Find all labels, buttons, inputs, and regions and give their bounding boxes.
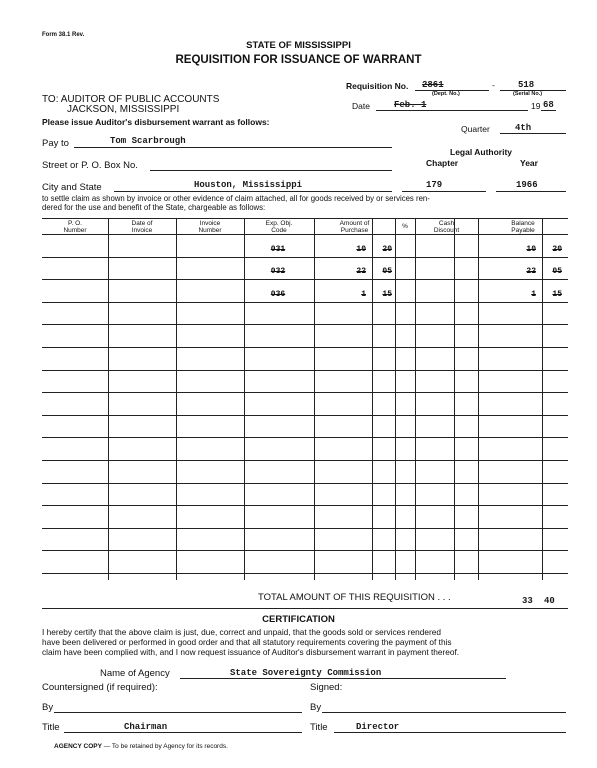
cell-exp-code: 036 xyxy=(270,289,286,299)
left-title-value: Chairman xyxy=(124,722,168,732)
header-invoice-date: Date of Invoice xyxy=(131,220,153,234)
table-row-line xyxy=(42,347,568,348)
quarter-value: 4th xyxy=(515,123,532,133)
settle-text-1: to settle claim as shown by invoice or other evidence of claim attached, all for goods received by or services ren- xyxy=(42,194,430,203)
table-row-line xyxy=(42,550,568,551)
dept-number: 2861 xyxy=(422,80,444,90)
cell-amount-dollars: 1 xyxy=(361,289,366,299)
cell-balance-cents: 05 xyxy=(552,267,562,277)
cell-exp-code: 031 xyxy=(270,244,286,254)
header-cash-discount: Cash Discount xyxy=(433,220,460,234)
dept-caption: (Dept. No.) xyxy=(432,91,460,97)
cell-balance-cents: 20 xyxy=(552,244,562,254)
cell-amount-cents: 15 xyxy=(382,289,392,299)
to-line-2: JACKSON, MISSISSIPPI xyxy=(67,104,180,115)
total-dollars: 33 xyxy=(522,596,533,606)
cell-balance-cents: 15 xyxy=(552,289,562,299)
city-value: Houston, Mississippi xyxy=(194,180,303,190)
cell-amount-cents: 20 xyxy=(382,244,392,254)
cell-balance-dollars: 10 xyxy=(526,244,536,254)
please-issue-text: Please issue Auditor's disbursement warrant as follows: xyxy=(42,117,270,127)
table-row-line xyxy=(42,505,568,506)
quarter-label: Quarter xyxy=(461,124,490,134)
header-invoice-number: Invoice Number xyxy=(198,220,222,234)
countersigned-label: Countersigned (if required): xyxy=(42,682,158,693)
table-row-line xyxy=(42,370,568,371)
table-row-line xyxy=(42,302,568,303)
header-po-number: P. O. Number xyxy=(63,220,87,234)
requisition-label: Requisition No. xyxy=(346,81,409,91)
city-label: City and State xyxy=(42,182,102,193)
cell-balance-dollars: 22 xyxy=(526,267,536,277)
right-title-label: Title xyxy=(310,722,328,733)
agency-value: State Sovereignty Commission xyxy=(230,668,382,678)
street-label: Street or P. O. Box No. xyxy=(42,160,138,171)
pay-to-value: Tom Scarbrough xyxy=(110,136,186,146)
year-suffix: 68 xyxy=(543,100,554,110)
total-cents: 40 xyxy=(544,596,555,606)
cell-amount-dollars: 22 xyxy=(356,267,366,277)
date-value: Feb. 1 xyxy=(394,100,427,110)
requisition-dash: - xyxy=(492,80,495,90)
agency-label: Name of Agency xyxy=(100,668,170,679)
serial-caption: (Serial No.) xyxy=(513,91,543,97)
right-by-label: By xyxy=(310,702,322,713)
state-heading: STATE OF MISSISSIPPI xyxy=(246,40,351,51)
year-label: Year xyxy=(520,158,538,168)
cell-amount-cents: 05 xyxy=(382,267,392,277)
serial-number: 518 xyxy=(518,80,535,90)
left-title-label: Title xyxy=(42,722,60,733)
header-exp-code: Exp. Obj. Code xyxy=(265,220,293,234)
right-title-value: Director xyxy=(356,722,400,732)
agency-copy-rest: — To be retained by Agency for its records. xyxy=(101,743,228,750)
total-label: TOTAL AMOUNT OF THIS REQUISITION . . . xyxy=(258,592,451,603)
agency-copy-bold: AGENCY COPY xyxy=(54,743,102,750)
cell-amount-dollars: 10 xyxy=(356,244,366,254)
header-percent: % xyxy=(402,223,408,230)
chapter-value: 179 xyxy=(426,180,443,190)
header-balance: Balance Payable xyxy=(511,220,535,234)
certification-line-1: I hereby certify that the above claim is just, due, correct and unpaid, that the goods sold or services rendered xyxy=(42,627,441,637)
left-by-label: By xyxy=(42,702,54,713)
to-line-1: TO: AUDITOR OF PUBLIC ACCOUNTS xyxy=(42,94,220,105)
settle-text-2: dered for the use and benefit of the State, chargeable as follows: xyxy=(42,203,266,212)
cell-exp-code: 032 xyxy=(270,267,286,277)
table-row-line xyxy=(42,415,568,416)
agency-copy-note xyxy=(54,743,228,750)
table-row-line xyxy=(42,528,568,529)
table-row-line xyxy=(42,573,568,574)
cell-balance-dollars: 1 xyxy=(531,289,536,299)
table-row-line xyxy=(42,392,568,393)
certification-line-2: have been delivered or performed in good order and that all statutory requirements covering the payment of this xyxy=(42,637,452,647)
table-row-line xyxy=(42,460,568,461)
year-value: 1966 xyxy=(516,180,538,190)
table-row-line xyxy=(42,324,568,325)
legal-authority-label: Legal Authority xyxy=(450,147,513,157)
table-row-line xyxy=(42,257,568,258)
signed-label: Signed: xyxy=(310,682,343,693)
page-title: REQUISITION FOR ISSUANCE OF WARRANT xyxy=(175,54,422,66)
certification-line-3: claim have been complied with, and I now request issuance of Auditor's disbursement warrant in payment thereof. xyxy=(42,647,460,657)
pay-to-label: Pay to xyxy=(42,138,69,149)
certification-title: CERTIFICATION xyxy=(262,614,335,625)
table-row-line xyxy=(42,483,568,484)
year-prefix: 19 xyxy=(531,101,541,111)
table-row-line xyxy=(42,437,568,438)
chapter-label: Chapter xyxy=(426,158,459,168)
date-label: Date xyxy=(352,101,370,111)
table-row-line xyxy=(42,279,568,280)
header-amount: Amount of Purchase xyxy=(339,220,370,234)
form-number: Form 38.1 Rev. xyxy=(42,32,85,38)
claims-table xyxy=(42,218,568,580)
